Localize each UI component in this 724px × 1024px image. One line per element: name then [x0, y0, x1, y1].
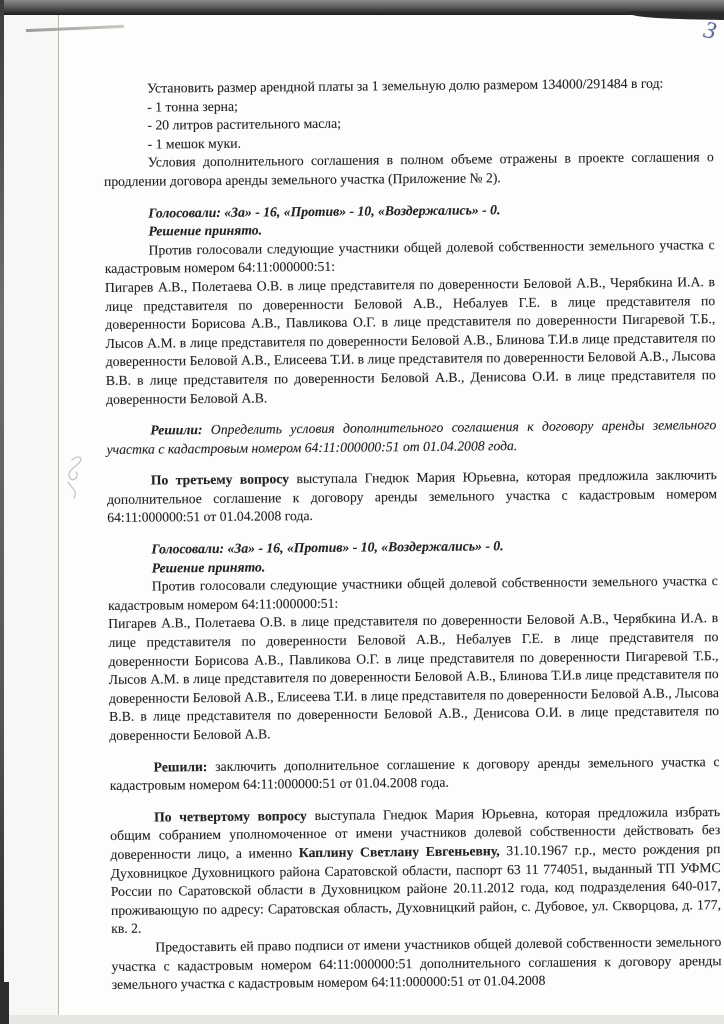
paragraph [110, 753, 720, 796]
scan-edge-top [0, 0, 724, 15]
document-text [103, 74, 722, 995]
paragraph [107, 466, 718, 528]
pencil-mark [58, 452, 92, 509]
scan-edge-left [0, 0, 4, 1024]
paragraph [104, 149, 714, 192]
text-run: По третьему вопросу [150, 471, 297, 488]
text-run: Решили: [153, 758, 216, 775]
scan-edge-bottom [0, 1015, 724, 1024]
text-run: Решили: [150, 422, 211, 438]
text-run: По четвертому вопросу [154, 807, 315, 825]
paragraph [105, 236, 715, 279]
paragraph [106, 416, 716, 459]
text-run: выступала Гнедюк Мария Юрьевна, которая предложила заключить дополнительное соглашение к договору аренды земельного участка с кадастровым номером 64:11:000000:51 от 01.04.2008 года. [106, 467, 718, 526]
text-run: Определить условия дополнительного соглашения к договору аренды земельного участка с кадастровым номером 64:11:000000:51 от 01.04.2008 года. [106, 417, 717, 457]
paragraph [108, 572, 718, 615]
text-run: Каплину Светлану Евгеньевну, [298, 843, 500, 861]
underlying-page [0, 0, 62, 1024]
scan-edge-left-bottom [0, 982, 9, 1024]
text-run: Установить размер арендной платы за 1 земельную долю размером 134000/291484 в год: [147, 75, 664, 96]
text-run: - 1 мешок муки. [147, 135, 242, 152]
text-run: Голосовали: «За» - 16, «Против» - 10, «Воздержались» - 0. [151, 538, 504, 557]
handwritten-page-number: 3 [701, 17, 719, 45]
text-run: Против голосовали следующие участники общей долевой собственности земельного участка с кадастровым номером 64:11:000000:51: [107, 573, 718, 613]
text-run: заключить дополнительное соглашение к договору аренды земельного участка с кадастровым номером 64:11:000000:51 от 01.04.2008 года. [109, 753, 720, 794]
text-run: Решение принято. [151, 559, 266, 576]
text-run: Пигарев А.В., Полетаева О.В. в лице представителя по доверенности Беловой А.В., Черябкина И.А. в лице представителя по доверенности Беловой А.В., Небалуев Г.Е. в лице представителя по доверенности Борисова А.В., Павликова О.Г. в лице представителя по доверенности Пигаревой Т.Б., Лысов А.М. в лице представителя по доверенности Беловой А.В., Блинова Т.И.в лице представителя по доверенности Беловой А.В., Елисеева Т.И. в лице представителя по доверенности Беловой А.В., Лысова В.В. в лице представителя по доверенности Беловой А.В., Денисова О.И. в лице представителя по доверенности Беловой А.В. [104, 274, 716, 407]
text-run: 31.10.1967 г.р., место рождения рп Духовницкое Духовницкого района Саратовской области, паспорт 63 11 774051, выданный ТП УФМС России по Саратовской области в Духовницком районе 20.11.2012 года, код подразделения 640-017, проживающую по адресу: Саратовская область, Духовницкий район, с. Дубовое, ул. Скворцова, д. 177, кв. 2. [110, 841, 722, 937]
text-run: Условия дополнительного соглашения в полном объеме отражены в проекте соглашения о продлении договора аренды земельного участка (Приложение № 2). [103, 149, 714, 189]
paragraph [108, 610, 719, 746]
text-run: выступала Гнедюк Мария Юрьевна, которая предложила избрать общим собранием уполномоченное от имени участников долевой собственности действовать без доверенности лицо, а именно [110, 803, 721, 862]
text-run: Предоставить ей право подписи от имени участников общей долевой собственности земельного участка с кадастровым номером 64:11:000000:51 дополнительного соглашения к договору аренды земельного участка с кадастровым номером 64:11:000000:51 от 01.04.2008 [111, 934, 722, 993]
paragraph [110, 803, 721, 939]
text-run: Решение принято. [148, 222, 263, 239]
text-run: Голосовали: «За» - 16, «Против» - 10, «Воздержались» - 0. [148, 201, 501, 221]
text-run: - 20 литров растительного масла; [147, 115, 342, 133]
paragraph [111, 933, 722, 995]
text-run: Против голосовали следующие участники общей долевой собственности земельного участка с кадастровым номером 64:11:000000:51: [104, 236, 715, 277]
text-run: Пигарев А.В., Полетаева О.В. в лице представителя по доверенности Беловой А.В., Черябкина И.А. в лице представителя по доверенности Беловой А.В., Небалуев Г.Е. в лице представителя по доверенности Борисова А.В., Павликова О.Г. в лице представителя по доверенности Пигаревой Т.Б., Лысов А.М. в лице представителя по доверенности Беловой А.В., Блинова Т.И.в лице представителя по доверенности Беловой А.В., Елисеева Т.И. в лице представителя по доверенности Беловой А.В., Лысова В.В. в лице представителя по доверенности Беловой А.В., Денисова О.И. в лице представителя по доверенности Беловой А.В. [108, 610, 720, 743]
text-run: - 1 тонна зерна; [147, 98, 238, 115]
paragraph [105, 273, 716, 409]
